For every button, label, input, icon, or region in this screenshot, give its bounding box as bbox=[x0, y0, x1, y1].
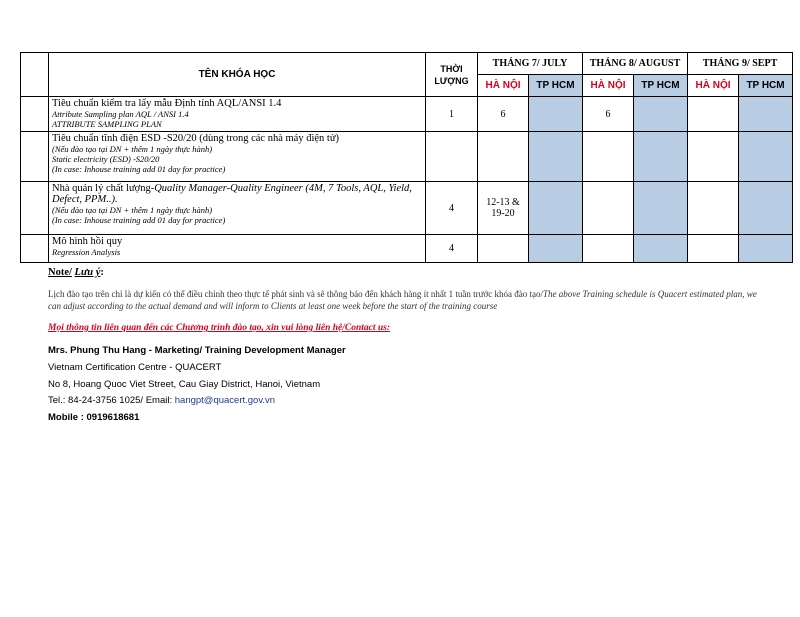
august-hcm-cell bbox=[634, 235, 688, 263]
month-sept-header: THÁNG 9/ SEPT bbox=[688, 53, 793, 75]
note-text-en: The above Training schedule is Quacert estimated plan, we can adjust according to the actual demand and will inform to Clients at least one week before the start of the training course bbox=[48, 289, 757, 311]
august-hanoi-cell bbox=[583, 235, 634, 263]
table-row bbox=[21, 235, 793, 263]
date-line: 12-13 & bbox=[486, 197, 520, 208]
training-schedule-table bbox=[20, 52, 793, 263]
august-hcm-cell bbox=[634, 97, 688, 132]
august-hanoi-cell bbox=[583, 182, 634, 235]
duration-cell: 4 bbox=[426, 182, 478, 235]
course-subtitle: Attribute Sampling plan AQL / ANSI 1.4 bbox=[52, 109, 189, 119]
july-hanoi-cell bbox=[478, 182, 529, 235]
duration-cell bbox=[426, 132, 478, 182]
sept-hcm-cell bbox=[739, 132, 793, 182]
course-cell bbox=[49, 182, 426, 235]
note-colon: : bbox=[100, 267, 104, 278]
sept-hcm-header: TP HCM bbox=[739, 75, 793, 97]
date-line: 19-20 bbox=[491, 208, 515, 219]
note-text-vi: Lịch đào tạo trên chỉ là dự kiến có thể điều chỉnh theo thực tế phát sinh và sẽ thông báo đến khách hàng ít nhất 1 tuần trước khóa đào tạo/ bbox=[48, 289, 543, 299]
sept-hcm-cell bbox=[739, 97, 793, 132]
course-subtitle: (In case: Inhouse training add 01 day for practice) bbox=[52, 164, 226, 174]
contact-address: No 8, Hoang Quoc Viet Street, Cau Giay District, Hanoi, Vietnam bbox=[48, 379, 321, 390]
duration-header bbox=[426, 53, 478, 97]
august-hcm-cell bbox=[634, 132, 688, 182]
course-subtitle: (Nếu đào tạo tại DN + thêm 1 ngày thực hành) bbox=[52, 144, 213, 154]
contact-tel: Tel.: 84-24-3756 1025/ Email: bbox=[48, 395, 175, 406]
july-hanoi-cell: 6 bbox=[478, 97, 529, 132]
july-hcm-cell bbox=[529, 182, 583, 235]
course-cell bbox=[49, 132, 426, 182]
july-hcm-cell bbox=[529, 235, 583, 263]
course-subtitle: (Nếu đào tạo tại DN + thêm 1 ngày thực hành) bbox=[52, 205, 213, 215]
course-cell bbox=[49, 97, 426, 132]
duration-cell: 4 bbox=[426, 235, 478, 263]
month-july-header: THÁNG 7/ JULY bbox=[478, 53, 583, 75]
duration-cell: 1 bbox=[426, 97, 478, 132]
table-row bbox=[21, 182, 793, 235]
july-hanoi-cell bbox=[478, 132, 529, 182]
contact-heading: Mọi thông tin liên quan đến các Chương trình đào tạo, xin vui lòng liên hệ/Contact us: bbox=[48, 323, 391, 333]
course-subtitle: ATTRIBUTE SAMPLING PLAN bbox=[52, 119, 162, 129]
sept-hcm-cell bbox=[739, 182, 793, 235]
contact-mobile: Mobile : 0919618681 bbox=[48, 412, 140, 423]
sept-hanoi-cell bbox=[688, 182, 739, 235]
course-title-text: Nhà quản lý chất lượng- bbox=[52, 183, 155, 194]
course-name-header: TÊN KHÓA HỌC bbox=[49, 53, 426, 97]
index-cell bbox=[21, 97, 49, 132]
sept-hcm-cell bbox=[739, 235, 793, 263]
august-hanoi-cell bbox=[583, 132, 634, 182]
august-hcm-cell bbox=[634, 182, 688, 235]
course-title: Tiêu chuẩn kiểm tra lấy mẫu Định tính AQL/ANSI 1.4 bbox=[52, 98, 282, 109]
index-header-cell bbox=[21, 53, 49, 97]
note-label-en: Note/ bbox=[48, 267, 72, 278]
july-hcm-header: TP HCM bbox=[529, 75, 583, 97]
august-hanoi-cell: 6 bbox=[583, 97, 634, 132]
course-title: Tiêu chuẩn tĩnh điện ESD -S20/20 (dùng trong các nhà máy điện tử) bbox=[52, 133, 340, 144]
duration-header-line2: LƯỢNG bbox=[434, 75, 469, 86]
sept-hanoi-cell bbox=[688, 235, 739, 263]
course-title-italic: Quality Manager-Quality Engineer (4M, 7 Tools, AQL, Yield, Defect, PPM..). bbox=[52, 183, 412, 205]
sept-hanoi-header: HÀ NỘI bbox=[688, 75, 739, 97]
august-hanoi-header: HÀ NỘI bbox=[583, 75, 634, 97]
july-hcm-cell bbox=[529, 97, 583, 132]
contact-email-link[interactable]: hangpt@quacert.gov.vn bbox=[174, 395, 276, 406]
course-subtitle: (In case: Inhouse training add 01 day for practice) bbox=[52, 215, 226, 225]
sept-hanoi-cell bbox=[688, 97, 739, 132]
note-label-vi: Lưu ý bbox=[74, 267, 101, 278]
contact-tel-email bbox=[48, 395, 275, 406]
note-heading bbox=[48, 267, 104, 278]
july-hanoi-cell bbox=[478, 235, 529, 263]
duration-header-line1: THỜI bbox=[440, 63, 463, 74]
header-row-months bbox=[21, 53, 793, 75]
sept-hanoi-cell bbox=[688, 132, 739, 182]
course-cell bbox=[49, 235, 426, 263]
course-title: Mô hình hồi quy bbox=[52, 236, 123, 247]
index-cell bbox=[21, 182, 49, 235]
july-hanoi-header: HÀ NỘI bbox=[478, 75, 529, 97]
course-subtitle: Static electricity (ESD) -S20/20 bbox=[52, 154, 160, 164]
index-cell bbox=[21, 132, 49, 182]
contact-org: Vietnam Certification Centre - QUACERT bbox=[48, 362, 222, 373]
july-hcm-cell bbox=[529, 132, 583, 182]
course-subtitle: Regression Analysis bbox=[52, 247, 121, 257]
table-row bbox=[21, 97, 793, 132]
index-cell bbox=[21, 235, 49, 263]
august-hcm-header: TP HCM bbox=[634, 75, 688, 97]
course-title bbox=[52, 183, 422, 205]
month-august-header: THÁNG 8/ AUGUST bbox=[583, 53, 688, 75]
table-row bbox=[21, 132, 793, 182]
note-text bbox=[48, 288, 758, 312]
contact-name: Mrs. Phung Thu Hang - Marketing/ Training Development Manager bbox=[48, 345, 346, 356]
